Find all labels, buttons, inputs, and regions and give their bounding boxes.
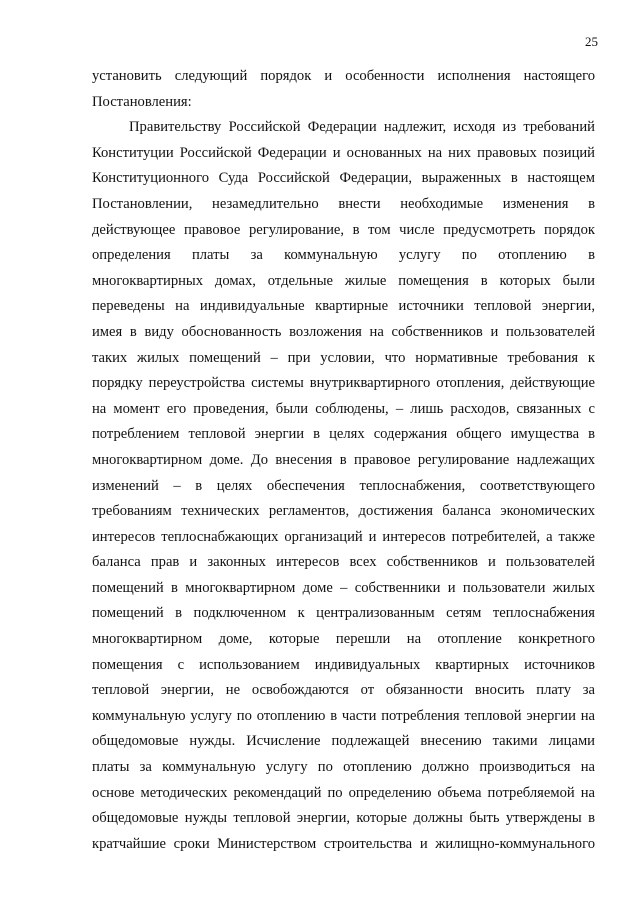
text-line: общедомовые нужды тепловой энергии, которые должны быть утверждены в [92, 810, 595, 827]
text-line: Конституции Российской Федерации и основанных на них правовых позиций [92, 144, 595, 161]
text-line: имея в виду обоснованность возложения на собственников и пользователей [92, 323, 595, 340]
text-line: помещений в подключенном к централизованным сетям теплоснабжения [92, 605, 595, 622]
text-line: платы за коммунальную услугу по отоплению должно производиться на [92, 759, 595, 776]
text-line: действующее правовое регулирование, в том числе предусмотреть порядок [92, 221, 595, 238]
page-number: 25 [585, 34, 598, 49]
text-line: интересов теплоснабжающих организаций и интересов потребителей, а также [92, 528, 595, 545]
text-line: многоквартирном доме. До внесения в правовое регулирование надлежащих [92, 451, 595, 468]
text-line: коммунальную услугу по отоплению в части потребления тепловой энергии на [92, 707, 595, 724]
text-line: Постановления: [92, 93, 192, 110]
text-line: изменений – в целях обеспечения теплоснабжения, соответствующего [92, 477, 595, 494]
text-line: на момент его проведения, были соблюдены, – лишь расходов, связанных с [92, 400, 595, 417]
text-line: многоквартирных домах, отдельные жилые помещения в которых были [92, 272, 595, 289]
text-line: помещения с использованием индивидуальных квартирных источников [92, 656, 595, 673]
text-line: Правительству Российской Федерации надлежит, исходя из требований [129, 119, 595, 136]
text-line: многоквартирном доме, которые перешли на отопление конкретного [92, 631, 595, 648]
text-line: общедомовые нужды. Исчисление подлежащей внесению такими лицами [92, 733, 595, 750]
text-line: кратчайшие сроки Министерством строительства и жилищно-коммунального [92, 835, 595, 852]
text-line: основе методических рекомендаций по определению объема потребляемой на [92, 784, 595, 801]
text-line: баланса прав и законных интересов всех собственников и пользователей [92, 554, 595, 571]
text-line: требованиям технических регламентов, достижения баланса экономических [92, 503, 595, 520]
text-line: Конституционного Суда Российской Федерации, выраженных в настоящем [92, 170, 595, 187]
text-line: порядку переустройства системы внутриквартирного отопления, действующие [92, 375, 595, 392]
document-body-text [92, 64, 595, 857]
text-line: установить следующий порядок и особенности исполнения настоящего [92, 68, 595, 84]
text-line: таких жилых помещений – при условии, что нормативные требования к [92, 349, 595, 366]
text-line: помещений в многоквартирном доме – собственники и пользователи жилых [92, 579, 595, 596]
text-line: тепловой энергии, не освобождаются от обязанности вносить плату за [92, 682, 595, 699]
text-line: Постановлении, незамедлительно внести необходимые изменения в [92, 195, 595, 212]
text-line: переведены на индивидуальные квартирные источники тепловой энергии, [92, 298, 595, 315]
text-line: потреблением тепловой энергии в целях содержания общего имущества в [92, 426, 595, 443]
text-line: определения платы за коммунальную услугу по отоплению в [92, 247, 595, 264]
